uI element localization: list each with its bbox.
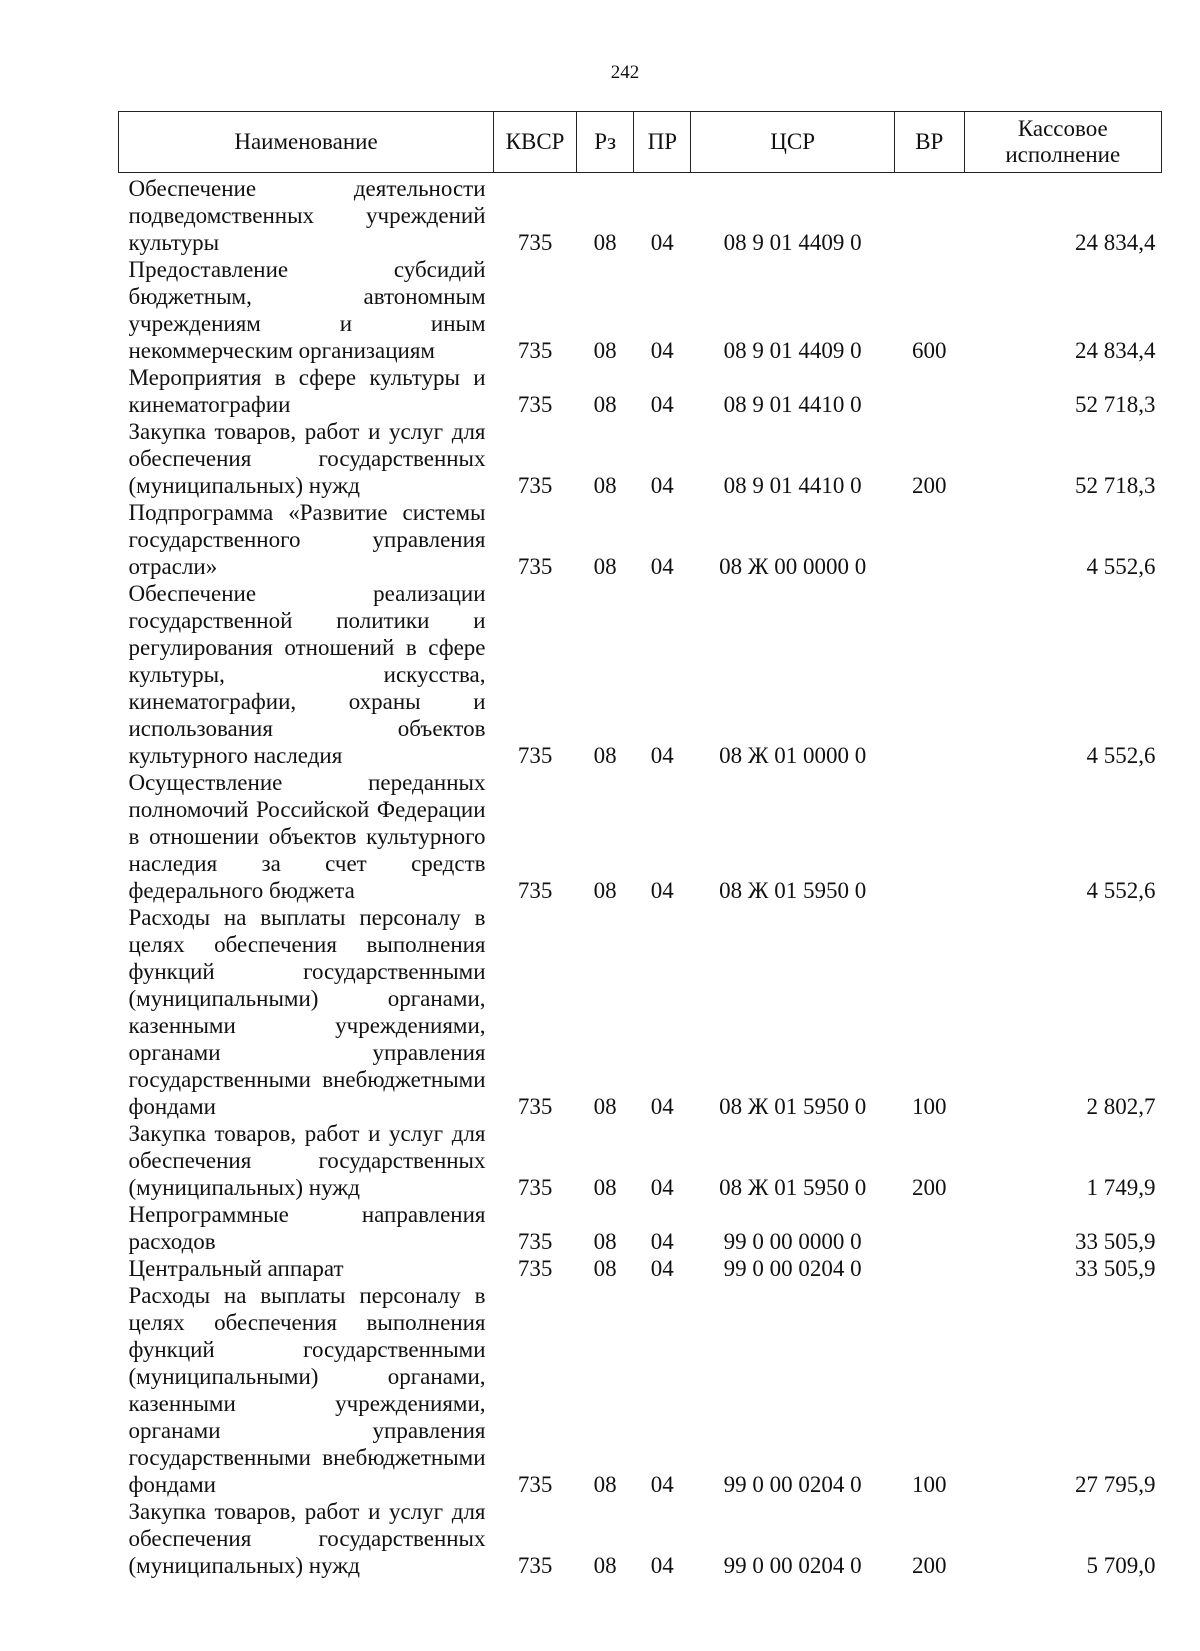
cell-pr: 04 [650,554,674,579]
cell-amount: 4 552,6 [1086,554,1156,579]
cell-pr: 04 [650,1094,674,1119]
header-name: Наименование [119,112,494,173]
cell-rz: 08 [593,1094,617,1119]
header-csr: ЦСР [691,112,895,173]
table-row [119,418,1162,499]
cell-rz: 08 [593,230,617,255]
cell-rz: 08 [593,1472,617,1497]
cell-rz: 08 [593,392,617,417]
cell-rz: 08 [593,338,617,363]
header-vr: ВР [894,112,964,173]
cell-amount: 24 834,4 [1075,338,1156,363]
table-row [119,499,1162,580]
cell-pr: 04 [650,1472,674,1497]
cell-name: Расходы на выплаты персоналу в целях обеспечения выполнения функций государственными (муниципальными) органами, казенными учреждениями, органами управления государственными внебюджетными фондами [128,905,486,1119]
cell-name: Осуществление переданных полномочий Российской Федерации в отношении объектов культурного наследия за счет средств федерального бюджета [128,770,486,903]
table-row [119,1201,1162,1255]
cell-kvsr: 735 [517,230,553,255]
cell-vr: 600 [912,338,947,363]
table-row [119,364,1162,418]
cell-csr: 08 9 01 4410 0 [723,473,862,498]
cell-name: Предоставление субсидий бюджетным, автономным учреждениям и иным некоммерческим организациям [128,257,486,363]
cell-pr: 04 [650,1175,674,1200]
cell-name: Закупка товаров, работ и услуг для обеспечения государственных (муниципальных) нужд [128,419,486,498]
cell-amount: 27 795,9 [1075,1472,1156,1497]
table-row [119,1498,1162,1579]
table-row [119,1255,1162,1282]
table-row [119,769,1162,904]
cell-amount: 2 802,7 [1086,1094,1156,1119]
cell-kvsr: 735 [517,392,553,417]
cell-pr: 04 [650,1229,674,1254]
cell-amount: 1 749,9 [1086,1175,1156,1200]
cell-csr: 08 Ж 01 5950 0 [719,1175,867,1200]
table-row [119,256,1162,364]
cell-vr [894,173,964,257]
cell-vr [894,364,964,418]
cell-csr: 99 0 00 0000 0 [723,1229,862,1254]
cell-kvsr: 735 [517,1472,553,1497]
cell-kvsr: 735 [517,1175,553,1200]
table-row [119,580,1162,769]
cell-rz: 08 [593,473,617,498]
cell-csr: 08 9 01 4409 0 [723,230,862,255]
cell-pr: 04 [650,1553,674,1578]
cell-kvsr: 735 [517,1256,553,1281]
cell-kvsr: 735 [517,878,553,903]
cell-rz: 08 [593,1175,617,1200]
cell-name: Закупка товаров, работ и услуг для обеспечения государственных (муниципальных) нужд [128,1121,486,1200]
header-amount: Кассовое исполнение [964,112,1161,173]
cell-amount: 33 505,9 [1075,1256,1156,1281]
cell-csr: 08 9 01 4410 0 [723,392,862,417]
cell-csr: 08 Ж 00 0000 0 [719,554,867,579]
cell-amount: 4 552,6 [1086,878,1156,903]
page-number: 242 [610,62,640,83]
cell-csr: 08 Ж 01 5950 0 [719,1094,867,1119]
table-row [119,173,1162,257]
cell-rz: 08 [593,1256,617,1281]
cell-csr: 08 Ж 01 0000 0 [719,743,867,768]
header-rz: Рз [577,112,634,173]
cell-kvsr: 735 [517,1553,553,1578]
cell-vr: 100 [912,1094,947,1119]
cell-name: Непрограммные направления расходов [128,1202,486,1254]
cell-rz: 08 [593,1553,617,1578]
cell-csr: 99 0 00 0204 0 [723,1472,862,1497]
table-row [119,1282,1162,1498]
cell-kvsr: 735 [517,1229,553,1254]
table-row [119,904,1162,1120]
cell-pr: 04 [650,473,674,498]
cell-vr: 200 [912,1553,947,1578]
cell-amount: 33 505,9 [1075,1229,1156,1254]
cell-csr: 08 9 01 4409 0 [723,338,862,363]
cell-amount: 24 834,4 [1075,230,1156,255]
cell-rz: 08 [593,554,617,579]
cell-pr: 04 [650,338,674,363]
cell-vr: 100 [912,1472,947,1497]
table-header-row [119,112,1162,173]
cell-rz: 08 [593,743,617,768]
cell-amount: 4 552,6 [1086,743,1156,768]
cell-name: Закупка товаров, работ и услуг для обеспечения государственных (муниципальных) нужд [128,1499,486,1578]
cell-name: Расходы на выплаты персоналу в целях обеспечения выполнения функций государственными (муниципальными) органами, казенными учреждениями, органами управления государственными внебюджетными фондами [128,1283,486,1497]
cell-vr [894,499,964,580]
cell-pr: 04 [650,1256,674,1281]
cell-vr [894,1255,964,1282]
cell-rz: 08 [593,1229,617,1254]
cell-pr: 04 [650,878,674,903]
cell-amount: 52 718,3 [1075,392,1156,417]
cell-vr [894,769,964,904]
cell-kvsr: 735 [517,554,553,579]
cell-pr: 04 [650,230,674,255]
cell-kvsr: 735 [517,1094,553,1119]
cell-kvsr: 735 [517,338,553,363]
cell-pr: 04 [650,392,674,417]
budget-table [118,111,1162,1579]
cell-amount: 52 718,3 [1075,473,1156,498]
cell-csr: 99 0 00 0204 0 [723,1256,862,1281]
cell-name: Обеспечение деятельности подведомственных учреждений культуры [128,176,486,255]
cell-vr [894,580,964,769]
cell-name: Центральный аппарат [128,1256,344,1281]
cell-rz: 08 [593,878,617,903]
cell-vr [894,1201,964,1255]
cell-name: Мероприятия в сфере культуры и кинематографии [128,365,486,417]
cell-pr: 04 [650,743,674,768]
table-row [119,1120,1162,1201]
cell-vr: 200 [912,1175,947,1200]
cell-amount: 5 709,0 [1086,1553,1156,1578]
cell-name: Подпрограмма «Развитие системы государственного управления отрасли» [128,500,486,579]
cell-kvsr: 735 [517,743,553,768]
header-pr: ПР [634,112,691,173]
header-kvsr: КВСР [494,112,577,173]
cell-csr: 08 Ж 01 5950 0 [719,878,867,903]
cell-name: Обеспечение реализации государственной политики и регулирования отношений в сфере культуры, искусства, кинематографии, охраны и использования объектов культурного наследия [128,581,486,768]
cell-kvsr: 735 [517,473,553,498]
cell-csr: 99 0 00 0204 0 [723,1553,862,1578]
cell-vr: 200 [912,473,947,498]
